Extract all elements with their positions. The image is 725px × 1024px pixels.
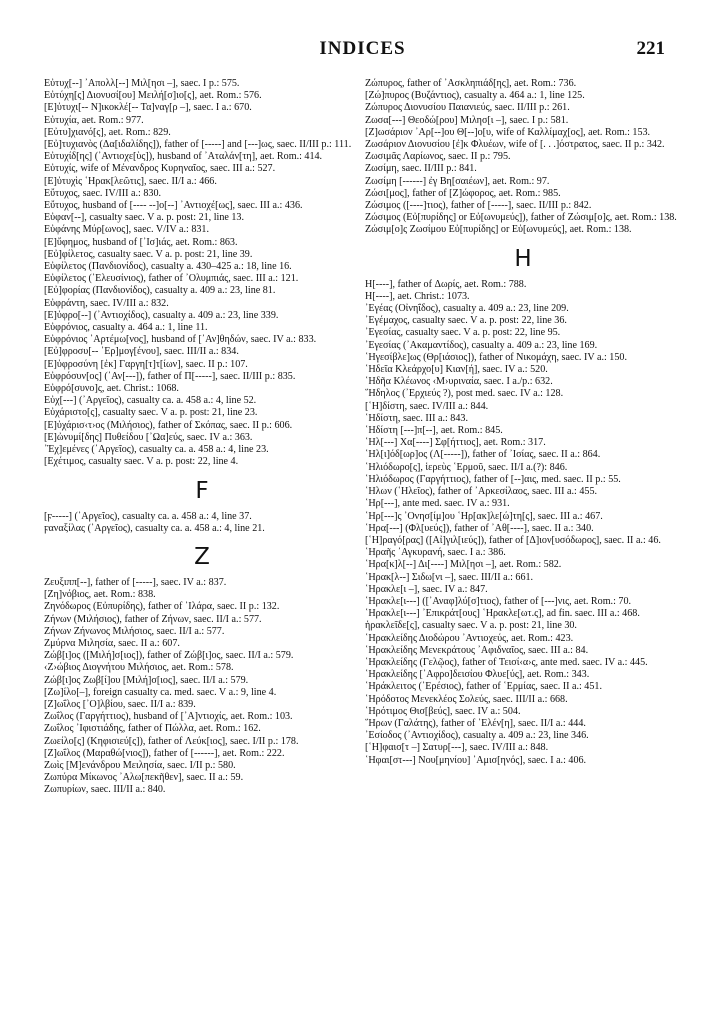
index-entry: ῾Ηδίστη [---]π[--], aet. Rom.: 845.	[365, 425, 503, 437]
index-entry: ῾Ηρα[---] (Φλ[υεύς]), father of ᾿Αθ[----], saec. II a.: 340.	[365, 522, 594, 534]
index-entry: Εὐφάνης Μύρ[ωνος], saec. V/IV a.: 831.	[44, 224, 209, 236]
index-entry: ϝαναξίλας (᾿Αργεῖος), casualty ca. a. 458 a.: 4, line 21.	[44, 522, 265, 534]
page-header	[0, 38, 725, 62]
right-entries-eta	[365, 279, 681, 767]
index-entry: ῾Ηλ[ι]όδ[ωρ]ος (Λ[-----]), father of ᾿Ισίας, saec. II a.: 864.	[365, 449, 601, 461]
index-entry: [Εὐτυ]χιανό[ς], aet. Rom.: 829.	[44, 126, 171, 138]
index-entry: Εὐφράντη, saec. IV/III a.: 832.	[44, 297, 169, 309]
index-entry: ῾Ηρακλε[ι---] ᾿Επικράτ[ους] ῾Ηρακλε[ωτ.ς], ad fin. saec. III a.: 468.	[365, 608, 640, 620]
index-entry: Ζώσι[μος], father of [Ζ]ώφορος, aet. Rom.: 985.	[365, 187, 561, 199]
index-entry: ῾Ηδῆα Κλέωνος ‹Μ›υριναία, saec. I a./p.: 632.	[365, 376, 553, 388]
index-entry: Εὐφρόνιος ᾿Αρτέμω[νος], husband of [᾿Αν]θηδών, saec. IV a.: 833.	[44, 334, 317, 346]
index-entry: Εὐφρόσυν[ος] (᾿Αν[---]), father of Π[-----], saec. II/III p.: 835.	[44, 370, 296, 382]
index-entry: ῾Ηρακλε[ι –], saec. IV a.: 847.	[365, 583, 488, 595]
index-entry: [Εὐ]τυχιανὸς (Δα[ιδαλίδης]), father of [-----] and [---]ως, saec. II/III p.: 111.	[44, 139, 352, 151]
index-entry: Ζήνων Ζήνωνος Μιλήσιος, saec. II/I a.: 577.	[44, 625, 225, 637]
index-entry: ῾Ηρ[---], ante med. saec. IV a.: 931.	[365, 498, 510, 510]
index-entry: [Ζ]ωσάριον ᾿Αρ[--]ου Θ[--]ο[υ, wife of Καλλίμαχ[ος], aet. Rom.: 153.	[365, 126, 651, 138]
index-entry: [Ε]ὐφρο[--] (᾿Αντιοχίδος), casualty a. 409 a.: 23, line 339.	[44, 309, 279, 321]
index-entry: Ζώπυρος Διονυσίου Παιανιεύς, saec. II/III p.: 261.	[365, 102, 570, 114]
right-column	[365, 78, 681, 767]
index-entry: Ζώπυρος, father of ᾿Ασκληπιάδ[ης], aet. Rom.: 736.	[365, 78, 577, 89]
index-entry: Ζωείλο[ς] (Κηφισιεύ[ς]), father of Λεύκ[ιος], saec. I/II p.: 178.	[44, 735, 299, 747]
index-entry: Ζευξιππ[--], father of [-----], saec. IV a.: 837.	[44, 576, 227, 588]
index-entry: Εὐτυχίς, wife of Μένανδρος Κυρηναῖος, saec. III a.: 527.	[44, 163, 276, 175]
index-entry: [Ζω]ίλο[–], foreign casualty ca. med. saec. V a.: 9, line 4.	[44, 686, 277, 698]
index-entry: [Ζη]νόβιος, aet. Rom.: 838.	[44, 589, 156, 601]
section-heading-eta: H	[514, 245, 532, 272]
index-entry: ῾Ηραῆς ᾿Αγκυρανή, saec. I a.: 386.	[365, 547, 506, 559]
index-entry: Ζωΐλος ᾿Ιφιστιάδης, father of Πώλλα, aet. Rom.: 162.	[44, 723, 261, 735]
index-entry: [Ε]ὐτυχι[-- Ν]ικοκλέ[-- Τα]ναγ[ρ –], saec. I a.: 670.	[44, 102, 252, 114]
index-entry: [Εὐ]φορίας (Πανδιονίδος), casualty a. 409 a.: 23, line 81.	[44, 285, 276, 297]
index-entry: Η[----], father of Δωρίς, aet. Rom.: 788.	[365, 278, 527, 290]
index-entry: Ζηνόδωρος (Εὐπυρίδης), father of ᾿Ιλάρα, saec. II p.: 132.	[44, 601, 280, 613]
page-number: 221	[636, 38, 665, 59]
index-entry: Ζωσίμη, saec. II/III p.: 841.	[365, 163, 477, 175]
index-entry: Ζωΐλος (Γαργήττιος), husband of [᾿Α]ντιοχίς, aet. Rom.: 103.	[44, 711, 293, 723]
index-entry: Ζωὶς [Μ]ενάνδρου Μειλησία, saec. I/II p.: 580.	[44, 759, 236, 771]
index-entry: Εὐτυχία, aet. Rom.: 977.	[44, 114, 144, 126]
index-entry: Εὐτυχίδ[ης] (᾿Αντιοχε[ὺς]), husband of ᾿Αταλάν[τη], aet. Rom.: 414.	[44, 151, 323, 163]
index-entry: ᾿Έχ]εμένες (᾿Αργεῖος), casualty ca. a. 458 a.: 4, line 23.	[44, 444, 269, 456]
index-entry: [Ε]ὐφροσύνη [ἐκ] Γαργη[τ]τ[ίων], saec. II p.: 107.	[44, 358, 248, 370]
section-heading-digamma: F	[195, 477, 209, 504]
index-entry: ῾Ηράκλειτος (᾿Ερέσιος), father of ῾Ερμίας, saec. II a.: 451.	[365, 681, 602, 693]
index-entry: ᾿Εγέμαχος, casualty saec. V a. p. post: 22, line 36.	[365, 315, 567, 327]
left-entries-digamma	[44, 511, 360, 535]
index-entry: Εὔτυχος, husband of [---- --]ο[--] ᾿Αντιοχέ[ως], saec. III a.: 436.	[44, 200, 303, 212]
index-entry: ῾Ηλιόδωρο[ς], ἱερεὺς ῾Ερμοῦ, saec. II/I a.(?): 846.	[365, 461, 568, 473]
index-entry: Εὐτύχη[ς] Διονυσί[ου] Μειλή[σ]ιο[ς], aet. Rom.: 576.	[44, 90, 262, 102]
index-entry: ῾Ηδίστη, saec. III a.: 843.	[365, 412, 468, 424]
index-entry: Ζώβ[ι]ος Ζωβ[ί]ου [Μιλή]σ[ιος], saec. II/I a.: 579.	[44, 674, 249, 686]
index-entry: [ϝ-----] (᾿Αργεῖος), casualty ca. a. 458 a.: 4, line 37.	[44, 510, 252, 522]
index-entry: ῾Ηρακλείδης Μενεκράτους ᾿Αφιδναῖος, saec. III a.: 84.	[365, 644, 589, 656]
index-entry: ῾Ηφαι[στ---] Νου[μηνίου] ᾿Αμισ[ηνός], saec. I a.: 406.	[365, 754, 587, 766]
index-entry: [Εχέτιμος, casualty saec. V a. p. post: 22, line 4.	[44, 456, 239, 468]
index-entry: Ζωσάριον Διονυσίου [ἐ]κ Φλυέων, wife of [. . .]όστρατος, saec. II p.: 342.	[365, 139, 665, 151]
section-heading-zeta: Z	[194, 543, 210, 570]
left-entries-zeta	[44, 577, 360, 797]
index-entry: [Ζ]ωΐλος (Μαραθώ[νιος]), father of [------], aet. Rom.: 222.	[44, 747, 285, 759]
index-entry: Ζωπυρίων, saec. III/II a.: 840.	[44, 784, 166, 796]
index-entry: ῾Ηρακλείδης (Γελῷος), father of Τεισί‹α›ς, ante med. saec. IV a.: 445.	[365, 656, 648, 668]
index-entry: ῾Ηλιόδωρος (Γαργήττιος), father of [--]αις, med. saec. II p.: 55.	[365, 473, 621, 485]
index-entry: Ζμύρνα Μιλησία, saec. II a.: 607.	[44, 637, 180, 649]
index-entry: Εὐτυχ[--] ᾿Απολλ[--] Μιλ[ησι –], saec. I p.: 575.	[44, 78, 240, 89]
index-entry: Η[----], aet. Christ.: 1073.	[365, 290, 470, 302]
index-entry: ῾Ηρακ[λ--] Σιδω[νι –], saec. III/II a.: 661.	[365, 571, 534, 583]
index-entry: ῾Ηρόδοτος Μενεκλέος Σολεύς, saec. III/II a.: 668.	[365, 693, 568, 705]
index-entry: Ζήνων (Μιλήσιος), father of Ζήνων, saec. II/I a.: 577.	[44, 613, 262, 625]
index-entry: ‹Ζ›ώβιος Διογνήτου Μιλήσιος, aet. Rom.: 578.	[44, 662, 234, 674]
index-entry: ᾿Εγεσίας (᾿Ακαμαντίδος), casualty a. 409 a.: 23, line 169.	[365, 339, 598, 351]
index-entry: [῾Η]φαισ[τ –] Σατυρ[---], saec. IV/III a.: 848.	[365, 742, 549, 754]
index-entry: Ζώσιμ[ο]ς Ζωσίμου Εὐ[πυρίδης] or Εὐ[ωνυμεύς], aet. Rom.: 138.	[365, 224, 632, 236]
index-entry: [Ε]ὐτυχὶς ῾Ηρακ[λεῶτις], saec. II/I a.: 466.	[44, 175, 217, 187]
index-entry: [Ε]ὔφημος, husband of [᾿Ισ]ιάς, aet. Rom.: 863.	[44, 236, 238, 248]
index-entry: ῾Ηρότιμος Θισ[βεύς], saec. IV a.: 504.	[365, 705, 521, 717]
left-entries-epsilon	[44, 78, 360, 469]
index-entry: ῾Ηγεσίβλε]ως (Θρ[ιάσιος]), father of Νικομάχη, saec. IV a.: 150.	[365, 351, 627, 363]
index-entry: [Εὐ]φίλετος, casualty saec. V a. p. post: 21, line 39.	[44, 248, 253, 260]
index-entry: [῾Η]ραγό[ρας] ([Αἰ]γιλ[ιεύς]), father of [Δ]ιον[υσόδωρος], saec. II a.: 46.	[365, 534, 661, 546]
index-entry: ᾿Εσίοδος (᾿Αντιοχίδος), casualty a. 409 a.: 23, line 346.	[365, 730, 589, 742]
index-entry: Εὐφίλετος (Πανδιονίδος), casualty a. 430–425 a.: 18, line 16.	[44, 261, 292, 273]
index-entry: Εὐχάριστο[ς], casualty saec. V a. p. post: 21, line 23.	[44, 407, 258, 419]
index-entry: Ζώβ[ι]ος ([Μιλή]σ[ιος]), father of Ζώβ[ι]ος, saec. II/I a.: 579.	[44, 650, 294, 662]
index-entry: ῾Ηρ[---]ς ᾿Ονησ[ίμ]ου ῾Ηρ[ακ]λε[ώ]τη[ς], saec. III a.: 467.	[365, 510, 603, 522]
index-entry: ῾Ηλ[---] Χα[----] Σφ[ήττιος], aet. Rom.: 317.	[365, 437, 546, 449]
index-entry: Ζώσιμος ([----]τιος), father of [-----], saec. II/III p.: 842.	[365, 200, 592, 212]
index-entry: Ζωπύρα Μίκωνος ᾿Αλω[πεκῆθεν], saec. II a.: 59.	[44, 772, 244, 784]
index-entry: [῾Η]δίστη, saec. IV/III a.: 844.	[365, 400, 489, 412]
running-title: INDICES	[319, 38, 406, 59]
index-entry: [Ε]ὠνυμί[δης] Πυθείδου [᾿Ωα]εύς, saec. IV a.: 363.	[44, 431, 253, 443]
index-entry: ῾Ηρα[κ]λ[--] Δι[----] Μιλ[ησι –], aet. Rom.: 582.	[365, 559, 562, 571]
index-entry: ἡρακλεῖδε[ς], casualty saec. V a. p. post: 21, line 30.	[365, 620, 577, 632]
index-entry: ῾Ηδεῖα Κλεάρχο[υ] Κιαν[ή], saec. IV a.: 520.	[365, 364, 548, 376]
index-entry: ῾Ηρακλείδης [᾿Αφρο]δεισίου Φλυε[ύς], aet. Rom.: 343.	[365, 669, 590, 681]
index-entry: Ζωσιμᾶς Λαρίωνος, saec. II p.: 795.	[365, 151, 511, 163]
index-entry: Εὐφαν[--], casualty saec. V a. p. post: 21, line 13.	[44, 212, 244, 224]
index-entry: Ζωσίμη [------] ἐγ Βη[σαιέων], aet. Rom.: 97.	[365, 175, 550, 187]
index-entry: ῞Ηδηλος (᾿Ερχιεύς ?), post med. saec. IV a.: 128.	[365, 388, 564, 400]
index-entry: ῾Ηρακλείδης Διοδώρου ᾿Αντιοχεύς, aet. Rom.: 423.	[365, 632, 574, 644]
index-entry: [Ε]ὐχάρισ‹τ›ος (Μιλήσιος), father of Σκόπας, saec. II p.: 606.	[44, 419, 293, 431]
index-entry: [Ζ]ωΐλος [᾿Ο]λβίου, saec. II/I a.: 839.	[44, 698, 196, 710]
index-entry: [Ζώ]πυρος (Βυζάντιος), casualty a. 464 a.: 1, line 125.	[365, 90, 585, 102]
index-entry: Εὐφρό[συνο]ς, aet. Christ.: 1068.	[44, 383, 179, 395]
index-entry: Εὐφρόνιος, casualty a. 464 a.: 1, line 11.	[44, 322, 208, 334]
index-entry: Ζώσιμος (Εὐ[πυρίδης] or Εὐ[ωνυμεύς]), father of Ζώσιμ[ο]ς, aet. Rom.: 138.	[365, 212, 677, 224]
index-entry: ᾿Εγέας (Οἰνηΐδος), casualty a. 409 a.: 23, line 209.	[365, 303, 569, 315]
index-entry: [Εὐ]φροσυ[-- ᾿Ερ]μογ[ένου], saec. III/II a.: 834.	[44, 346, 239, 358]
index-entry: Εὐφίλετος (᾿Ελευσίνιος), father of ᾿Ολυμπιάς, saec. III a.: 121.	[44, 273, 299, 285]
index-entry: ᾿Εγεσίας, casualty saec. V a. p. post: 22, line 95.	[365, 327, 561, 339]
index-entry: ῞Ηρων (Γαλάτης), father of ᾿Ελέν[η], saec. II/I a.: 444.	[365, 717, 586, 729]
index-entry: ῾Ηρακλε[ι---] ([᾿Αναφ]λύ[σ]τιος), father of [---]νις, aet. Rom.: 70.	[365, 595, 632, 607]
index-entry: Εὐχ[---] (᾿Αργεῖος), casualty ca. a. 458 a.: 4, line 52.	[44, 395, 257, 407]
index-entry: Εὔτυχος, saec. IV/III a.: 830.	[44, 187, 162, 199]
index-entry: Ζωσα[---] Θεοδώ[ρου] Μιλησ[ι –], saec. I p.: 581.	[365, 114, 569, 126]
right-entries-zeta	[365, 78, 681, 237]
index-entry: ῾Ηλων (῾Ηλεῖος), father of ᾿Αρκεσίλαος, saec. III a.: 455.	[365, 486, 598, 498]
left-column	[44, 78, 360, 797]
